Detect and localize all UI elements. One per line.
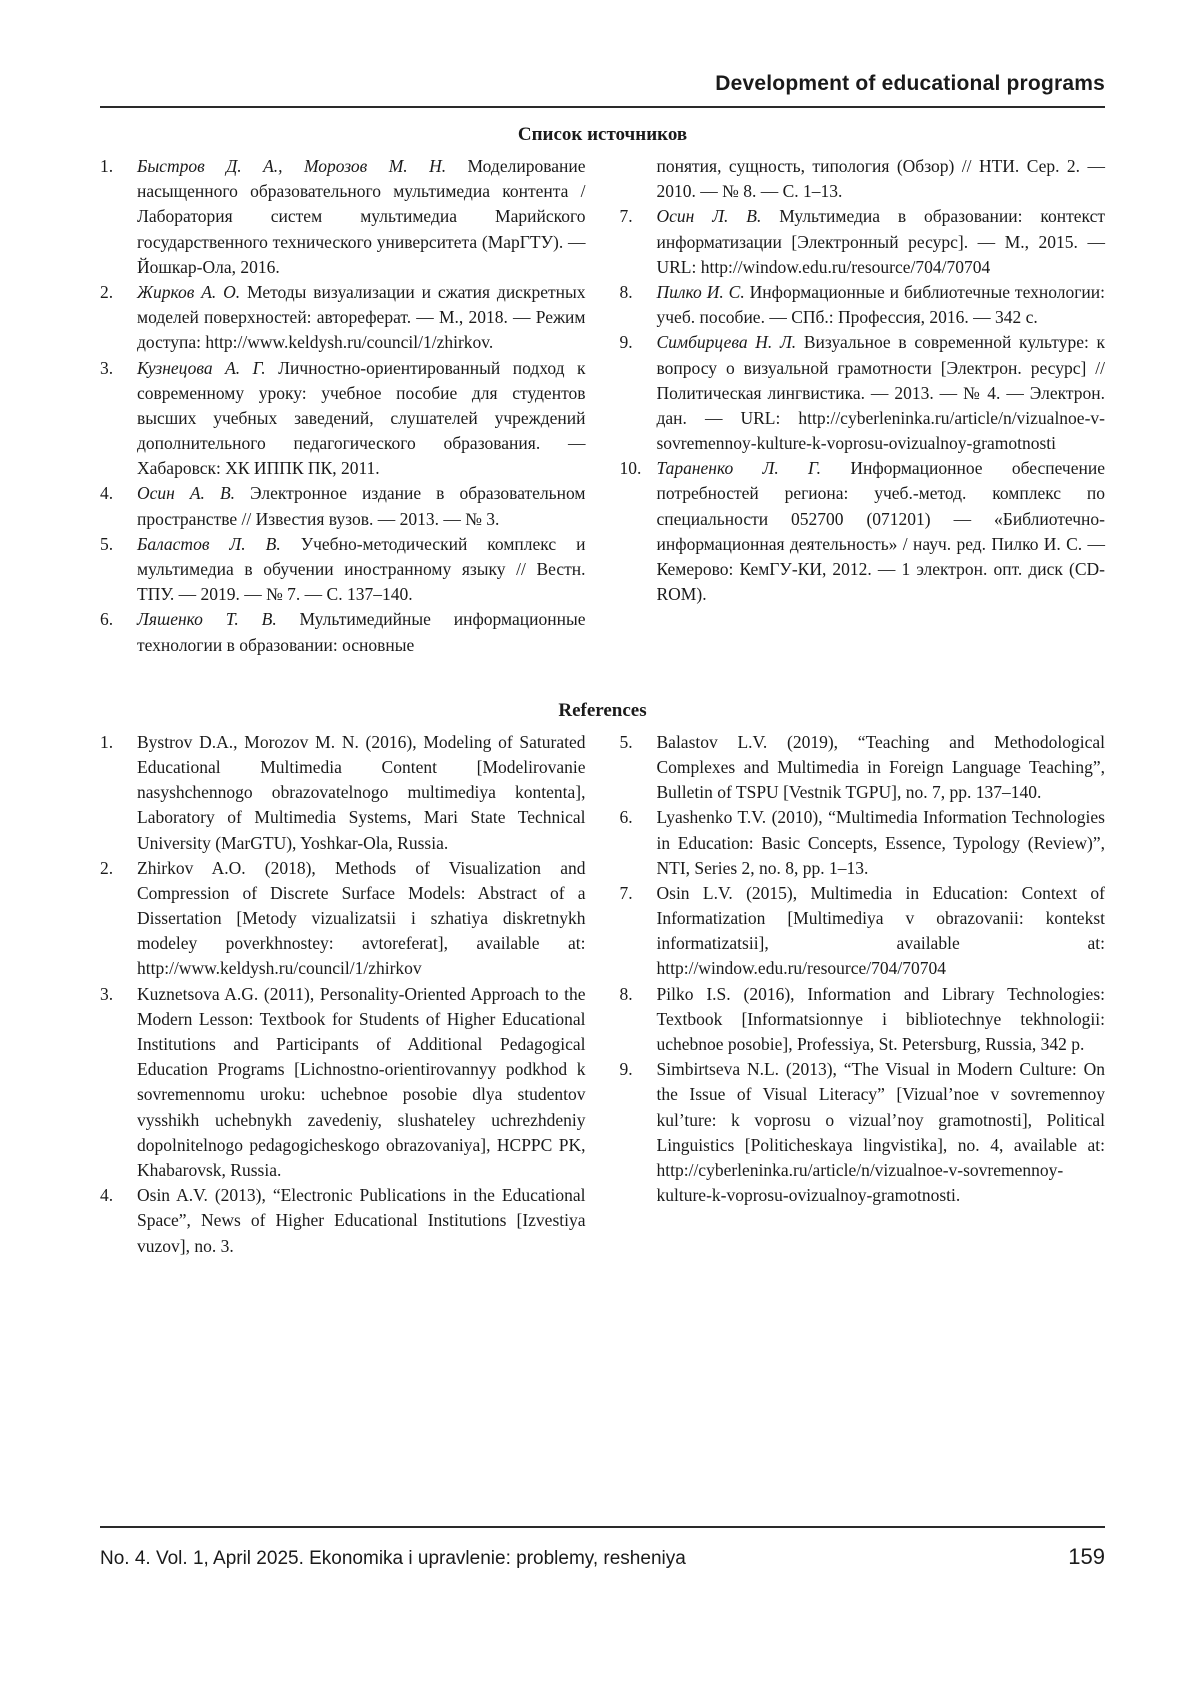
reference-item [620, 1057, 1106, 1208]
reference-number: 4. [100, 1185, 114, 1206]
references-column-right [620, 730, 1106, 1259]
page-number: 159 [1068, 1544, 1105, 1569]
reference-item [100, 982, 586, 1184]
reference-item [100, 280, 586, 356]
reference-item [100, 730, 586, 856]
reference-author: Симбирцева Н. Л. [656, 332, 797, 353]
reference-text: Pilko I.S. (2016), Information and Library Technologies: Textbook [Informatsionnye i bibliotechnye tekhnologii: uchebnoe posobie], Professiya, St. Petersburg, Russia, 342 p. [656, 983, 1105, 1054]
reference-number: 6. [619, 807, 633, 828]
reference-text: понятия, сущность, типология (Обзор) // НТИ. Сер. 2. — 2010. — № 8. — С. 1–13. [656, 156, 1105, 202]
reference-text: Быстров Д. А., Морозов М. Н. Моделирование насыщенного образовательного мультимедиа контента / Лаборатория систем мультимедиа Марийского государственного технического университета (МарГТУ). — Йошкар-Ола, 2016. [137, 156, 586, 277]
reference-number: 9. [619, 332, 633, 353]
reference-text: Симбирцева Н. Л. Визуальное в современной культуре: к вопросу о визуальной грамотности [Электрон. ресурс] // Политическая лингвистика. — 2013. — № 4. — Электрон. дан. — URL: http://cyberleninka.ru/article/n/vizualnoe-v-sovremennoy-kulture-k-voprosu-ovizualnoy-gramotnosti [656, 332, 1106, 454]
reference-text: Lyashenko T.V. (2010), “Multimedia Information Technologies in Education: Basic Concepts, Essence, Typology (Review)”, NTI, Series 2, no. 8, pp. 1–13. [656, 807, 1105, 878]
footer-row [100, 1528, 1105, 1570]
reference-text: Пилко И. С. Информационные и библиотечные технологии: учеб. пособие. — СПб.: Профессия, 2016. — 342 с. [656, 281, 1105, 328]
sources-columns [100, 154, 1105, 658]
reference-number: 6. [100, 609, 114, 630]
reference-text: Osin A.V. (2013), “Electronic Publications in the Educational Space”, News of Higher Educational Institutions [Izvestiya vuzov], no. 3. [137, 1185, 586, 1256]
reference-text: Ляшенко Т. В. Мультимедийные информационные технологии в образовании: основные [137, 609, 586, 655]
reference-item [620, 456, 1106, 607]
reference-item [620, 982, 1106, 1058]
page-footer [100, 1526, 1105, 1570]
reference-item [100, 856, 586, 982]
reference-number: 5. [100, 533, 114, 554]
reference-number: 7. [619, 882, 633, 903]
reference-number: 8. [619, 983, 633, 1004]
reference-author: Пилко И. С. [656, 281, 745, 302]
reference-author: Жирков А. О. [137, 281, 241, 302]
references-columns [100, 730, 1105, 1259]
reference-number: 3. [100, 357, 114, 378]
reference-text: Osin L.V. (2015), Multimedia in Education: Context of Informatization [Multimediya v obrazovanii: kontekst informatizatsii], available at: http://window.edu.ru/resource/704/70704 [656, 882, 1105, 979]
page-header [100, 72, 1105, 108]
sources-section-title: Список источников [517, 124, 688, 145]
header-rule [100, 106, 1105, 108]
reference-author: Кузнецова А. Г. [137, 357, 266, 378]
reference-number: 2. [100, 857, 114, 878]
references-column-left [100, 730, 586, 1259]
reference-item [620, 730, 1106, 806]
reference-author: Баластов Л. В. [137, 533, 281, 554]
reference-text: Simbirtseva N.L. (2013), “The Visual in Modern Culture: On the Issue of Visual Literacy” [Vizual’noe v sovremennoy kul’ture: k voprosu o vizual’noy gramotnosti], Political Linguistics [Politicheskaya lingvistika], no. 4, available at: http://cyberleninka.ru/article/n/vizualnoe-v-sovremennoy-kulture-k-voprosu-ovizualnoy-gramotnosti. [656, 1059, 1105, 1206]
reference-number: 10. [619, 458, 642, 479]
sources-section [100, 124, 1105, 658]
reference-item [620, 805, 1106, 881]
reference-item [620, 154, 1106, 204]
references-section [100, 700, 1105, 1259]
reference-item [620, 204, 1106, 280]
reference-text: Zhirkov A.O. (2018), Methods of Visualization and Compression of Discrete Surface Models: Abstract of a Dissertation [Metody vizualizatsii i szhatiya diskretnykh modeley poverkhnostey: avtoreferat], available at: http://www.keldysh.ru/council/1/zhirkov [137, 857, 586, 979]
reference-author: Осин Л. В. [656, 206, 762, 227]
reference-author: Быстров Д. А., Морозов М. Н. [137, 156, 447, 176]
references-section-title: References [558, 699, 647, 721]
running-head-title: Development of educational programs [715, 72, 1105, 95]
reference-text: Bystrov D.A., Morozov M. N. (2016), Modeling of Saturated Educational Multimedia Content [Modelirovanie nasyshchennogo obrazovatelnogo multimediya kontenta], Laboratory of Multimedia Systems, Mari State Technical University (MarGTU), Yoshkar-Ola, Russia. [137, 731, 586, 853]
reference-item [620, 330, 1106, 456]
reference-text: Kuznetsova A.G. (2011), Personality-Oriented Approach to the Modern Lesson: Textbook for Students of Higher Educational Institutions and Participants of Additional Pedagogical Education Programs [Lichnostno-orientirovannyy podkhod k sovremennomu uroku: uchebnoe posobie dlya studentov vysshikh uchebnykh zavedeniy, slushateley uchrezhdeniy dopolnitelnogo pedagogicheskogo obrazovaniya], HCPPC PK, Khabarovsk, Russia. [137, 983, 586, 1180]
reference-number: 1. [100, 731, 114, 752]
reference-text: Осин Л. В. Мультимедиа в образовании: контекст информатизации [Электронный ресурс]. — М., 2015. — URL: http://window.edu.ru/resource/704/70704 [656, 206, 1105, 277]
reference-text: Осин А. В. Электронное издание в образовательном пространстве // Известия вузов. — 2013. — № 3. [137, 483, 586, 529]
reference-number: 3. [100, 983, 114, 1004]
reference-item [100, 1183, 586, 1259]
reference-item [620, 881, 1106, 982]
reference-number: 7. [619, 206, 633, 227]
reference-text: Balastov L.V. (2019), “Teaching and Methodological Complexes and Multimedia in Foreign Language Teaching”, Bulletin of TSPU [Vestnik TGPU], no. 7, pp. 137–140. [656, 731, 1105, 803]
reference-item [100, 481, 586, 531]
reference-author: Тараненко Л. Г. [656, 458, 822, 479]
reference-text: Жирков А. О. Методы визуализации и сжатия дискретных моделей поверхностей: автореферат. — М., 2018. — Режим доступа: http://www.keldysh.ru/council/1/zhirkov. [137, 281, 586, 353]
reference-number [620, 154, 657, 204]
reference-text: Кузнецова А. Г. Личностно-ориентированный подход к современному уроку: учебное пособие для студентов высших учебных заведений, слушателей учреждений дополнительного педагогического образования. — Хабаровск: ХК ИППК ПК, 2011. [137, 357, 586, 479]
sources-column-left [100, 154, 586, 658]
reference-number: 5. [619, 731, 633, 752]
reference-text: Баластов Л. В. Учебно-методический комплекс и мультимедиа в обучении иностранному языку // Вестн. ТПУ. — 2019. — № 7. — С. 137–140. [137, 533, 586, 605]
reference-author: Осин А. В. [137, 483, 236, 504]
reference-item [100, 356, 586, 482]
reference-number: 9. [619, 1059, 633, 1080]
reference-number: 1. [100, 156, 114, 176]
reference-number: 8. [619, 281, 633, 302]
reference-author: Ляшенко Т. В. [137, 609, 277, 630]
reference-item [620, 280, 1106, 330]
reference-item [100, 607, 586, 657]
sources-column-right [620, 154, 1106, 658]
reference-item [100, 532, 586, 608]
reference-text: Тараненко Л. Г. Информационное обеспечение потребностей региона: учеб.-метод. комплекс по специальности 052700 (071201) — «Библиотечно-информационная деятельность» / науч. ред. Пилко И. С. — Кемерово: КемГУ-КИ, 2012. — 1 электрон. опт. диск (CD-ROM). [656, 458, 1105, 605]
reference-number: 2. [100, 281, 114, 302]
reference-number: 4. [100, 483, 114, 504]
journal-issue-info: No. 4. Vol. 1, April 2025. Ekonomika i upravlenie: problemy, resheniya [100, 1548, 686, 1569]
reference-item [100, 154, 586, 280]
